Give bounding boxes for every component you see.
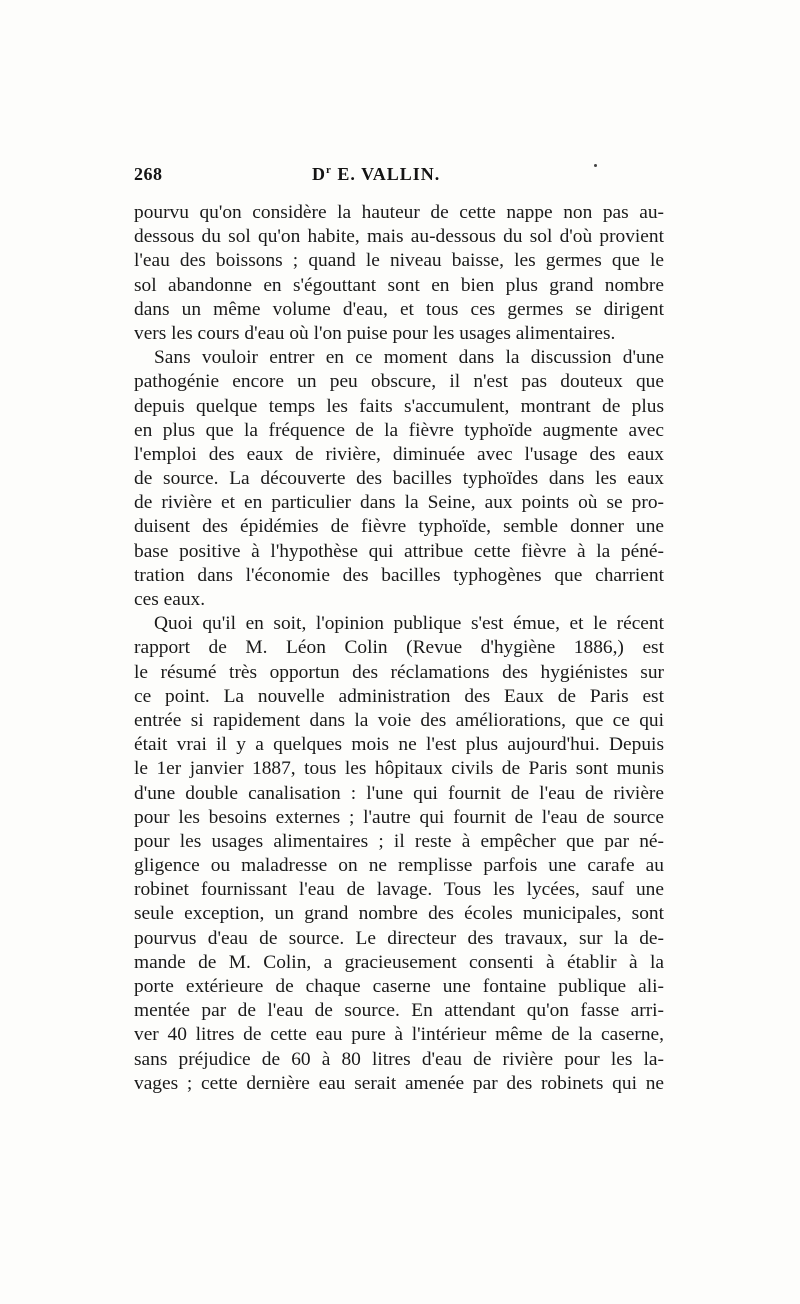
text-line: le 1er janvier 1887, tous les hôpitaux civils de Paris sont munis <box>134 758 664 780</box>
text-line: vages ; cette dernière eau serait amenée par des robinets qui ne <box>134 1072 664 1094</box>
page-number: 268 <box>134 164 163 184</box>
page-header <box>134 164 664 194</box>
text-line: entrée si rapidement dans la voie des améliorations, que ce qui <box>134 709 664 731</box>
author-prefix-superscript: r <box>326 164 332 176</box>
author-prefix: D <box>312 164 326 184</box>
text-line: ce point. La nouvelle administration des Eaux de Paris est <box>134 685 664 707</box>
text-line: dans un même volume d'eau, et tous ces germes se dirigent <box>134 298 664 320</box>
text-line: robinet fournissant l'eau de lavage. Tous les lycées, sauf une <box>134 879 664 901</box>
text-line: était vrai il y a quelques mois ne l'est plus aujourd'hui. Depuis <box>134 734 664 756</box>
paragraph <box>134 612 664 1096</box>
text-line: pour les usages alimentaires ; il reste à empêcher que par né- <box>134 830 664 852</box>
text-line: base positive à l'hypothèse qui attribue cette fièvre à la péné- <box>134 540 664 562</box>
text-line: sol abandonne en s'égouttant sont en bien plus grand nombre <box>134 274 664 296</box>
print-speck <box>594 164 597 167</box>
text-line: dessous du sol qu'on habite, mais au-dessous du sol d'où provient <box>134 226 664 248</box>
text-line: porte extérieure de chaque caserne une fontaine publique ali- <box>134 976 664 997</box>
paragraph <box>134 346 664 612</box>
text-line: Sans vouloir entrer en ce moment dans la discussion d'une <box>154 347 664 369</box>
text-line: rapport de M. Léon Colin (Revue d'hygiène 1886,) est <box>134 637 664 659</box>
text-line: gligence ou maladresse on ne remplisse parfois une carafe au <box>134 855 664 877</box>
running-head <box>312 164 440 185</box>
text-line: duisent des épidémies de fièvre typhoïde, semble donner une <box>134 516 664 538</box>
text-line: ces eaux. <box>134 589 206 610</box>
text-line: depuis quelque temps les faits s'accumulent, montrant de plus <box>134 395 664 417</box>
text-line: pourvus d'eau de source. Le directeur des travaux, sur la de- <box>134 927 664 949</box>
text-line: vers les cours d'eau où l'on puise pour les usages alimentaires. <box>134 322 616 344</box>
text-line: le résumé très opportun des réclamations des hygiénistes sur <box>134 661 664 683</box>
paragraph <box>134 201 664 346</box>
text-line: sans préjudice de 60 à 80 litres d'eau de rivière pour les la- <box>134 1048 664 1070</box>
text-line: pathogénie encore un peu obscure, il n'est pas douteux que <box>134 371 664 393</box>
text-line: d'une double canalisation : l'une qui fournit de l'eau de rivière <box>134 782 664 804</box>
text-line: tration dans l'économie des bacilles typhogènes que charrient <box>134 564 664 586</box>
text-line: pour les besoins externes ; l'autre qui fournit de l'eau de source <box>134 806 664 828</box>
text-line: mentée par de l'eau de source. En attendant qu'on fasse arri- <box>134 1000 664 1022</box>
text-line: seule exception, un grand nombre des écoles municipales, sont <box>134 903 664 925</box>
text-line: mande de M. Colin, a gracieusement consenti à établir à la <box>134 951 664 973</box>
text-line: ver 40 litres de cette eau pure à l'intérieur même de la caserne, <box>134 1024 664 1046</box>
author-name: E. VALLIN. <box>331 164 441 184</box>
text-line: pourvu qu'on considère la hauteur de cette nappe non pas au- <box>134 202 664 223</box>
text-line: l'eau des boissons ; quand le niveau baisse, les germes que le <box>134 250 664 272</box>
body-text <box>134 201 664 1096</box>
text-line: en plus que la fréquence de la fièvre typhoïde augmente avec <box>134 419 664 441</box>
text-line: Quoi qu'il en soit, l'opinion publique s'est émue, et le récent <box>154 613 664 635</box>
text-line: de source. La découverte des bacilles typhoïdes dans les eaux <box>134 468 664 490</box>
text-line: de rivière et en particulier dans la Seine, aux points où se pro- <box>134 492 664 514</box>
text-line: l'emploi des eaux de rivière, diminuée avec l'usage des eaux <box>134 443 664 465</box>
